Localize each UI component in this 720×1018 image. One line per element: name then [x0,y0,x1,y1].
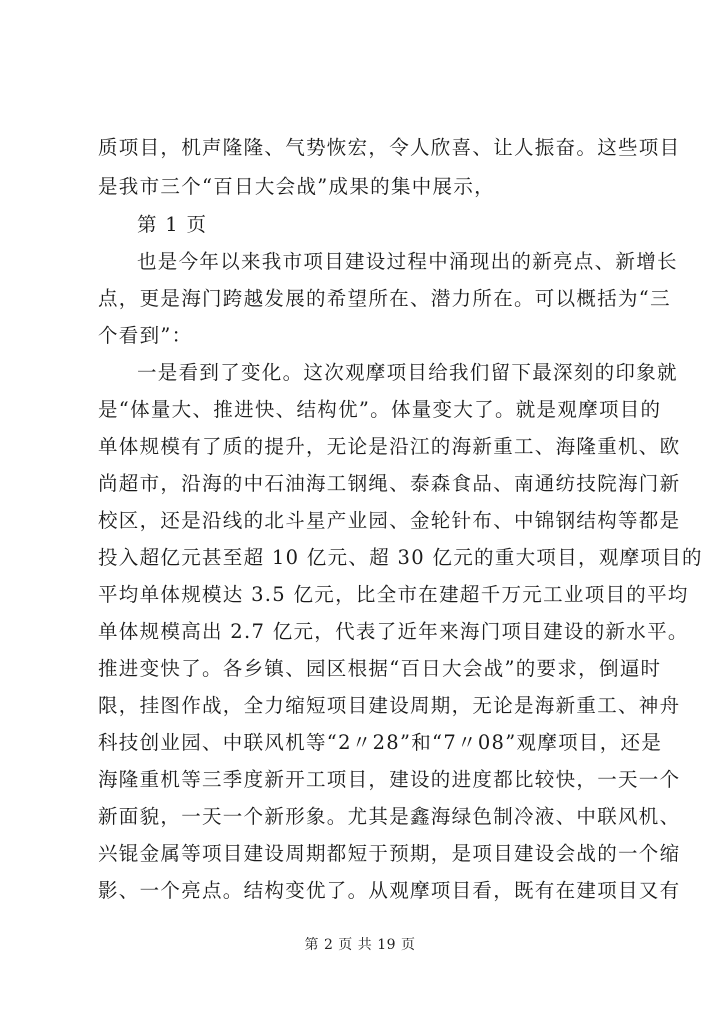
text-line-14: 推进变快了。各乡镇、园区根据“百日大会战”的要求，倒逼时 [98,657,662,680]
text-line-8: 单体规模有了质的提升，无论是沿江的海新重工、海隆重机、欧 [98,435,681,458]
text-line-13: 单体规模高出 2.7 亿元，代表了近年来海门项目建设的新水平。 [98,620,689,643]
text-line-6: 一是看到了变化。这次观摩项目给我们留下最深刻的印象就 [137,361,678,384]
text-line-12: 平均单体规模达 3.5 亿元，比全市在建超千万元工业项目的平均 [98,583,689,606]
text-line-2: 是我市三个“百日大会战”成果的集中展示， [98,175,495,198]
text-line-11: 投入超亿元甚至超 10 亿元、超 30 亿元的重大项目，观摩项目的 [98,546,703,569]
text-line-4: 点，更是海门跨越发展的希望所在、潜力所在。可以概括为“三 [98,287,671,310]
text-line-19: 兴锟金属等项目建设周期都短于预期，是项目建设会战的一个缩 [98,842,681,865]
text-line-7: 是“体量大、推进快、结构优”。体量变大了。就是观摩项目的 [98,398,662,421]
text-line-20: 影、一个亮点。结构变优了。从观摩项目看，既有在建项目又有 [98,879,681,902]
text-line-16: 科技创业园、中联风机等“2〃28”和“7〃08”观摩项目，还是 [98,731,663,754]
page-marker: 第 1 页 [137,213,208,236]
text-line-18: 新面貌，一天一个新形象。尤其是鑫海绿色制冷液、中联风机、 [98,805,681,828]
text-line-1: 质项目，机声隆隆、气势恢宏，令人欣喜、让人振奋。这些项目 [98,136,681,159]
text-line-9: 尚超市，沿海的中石油海工钢绳、泰森食品、南通纺技院海门新 [98,472,681,495]
text-line-5: 个看到”： [98,324,193,347]
text-line-15: 限，挂图作战，全力缩短项目建设周期，无论是海新重工、神舟 [98,694,681,717]
page-footer: 第 2 页 共 19 页 [304,937,416,953]
text-line-3: 也是今年以来我市项目建设过程中涌现出的新亮点、新增长 [137,250,678,273]
text-line-10: 校区，还是沿线的北斗星产业园、金轮针布、中锦钢结构等都是 [98,509,681,532]
text-line-17: 海隆重机等三季度新开工项目，建设的进度都比较快，一天一个 [98,768,681,791]
